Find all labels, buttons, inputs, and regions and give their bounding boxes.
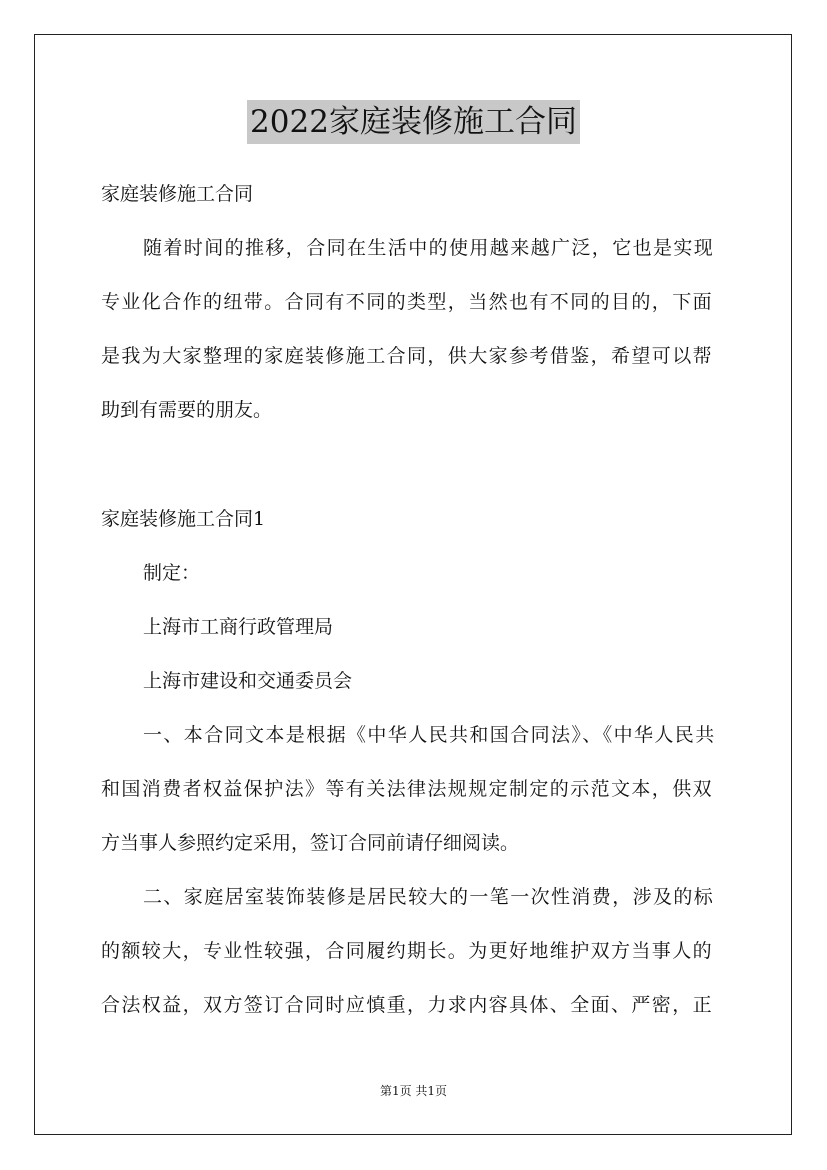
clause-2-line-2: 的额较大，专业性较强，合同履约期长。为更好地维护双方当事人的	[101, 940, 714, 962]
intro-line-4: 助到有需要的朋友。	[101, 399, 273, 421]
intro-line-2: 专业化合作的纽带。合同有不同的类型，当然也有不同的目的，下面	[101, 291, 714, 313]
page-number: 第1页 共1页	[379, 1084, 448, 1098]
title-container	[0, 100, 827, 144]
clause-2-line-1: 二、家庭居室装饰装修是居民较大的一笔一次性消费，涉及的标	[143, 886, 715, 908]
clause-1-line-3: 方当事人参照约定采用，签订合同前请仔细阅读。	[101, 832, 520, 854]
subsection-heading: 家庭装修施工合同1	[101, 508, 266, 530]
issuer-1: 上海市工商行政管理局	[143, 616, 334, 638]
clause-2-line-3: 合法权益，双方签订合同时应慎重，力求内容具体、全面、严密，正	[101, 994, 714, 1016]
issuer-2: 上海市建设和交通委员会	[143, 670, 353, 692]
clause-1-line-2: 和国消费者权益保护法》等有关法律法规规定制定的示范文本，供双	[101, 778, 714, 800]
clause-1-line-1: 一、本合同文本是根据《中华人民共和国合同法》、《中华人民共	[143, 724, 716, 746]
document-title: 2022家庭装修施工合同	[247, 100, 580, 144]
issuer-label: 制定：	[143, 562, 201, 584]
intro-line-3: 是我为大家整理的家庭装修施工合同，供大家参考借鉴，希望可以帮	[101, 345, 714, 367]
intro-line-1: 随着时间的推移，合同在生活中的使用越来越广泛，它也是实现	[143, 237, 715, 259]
section-heading: 家庭装修施工合同	[101, 183, 254, 205]
